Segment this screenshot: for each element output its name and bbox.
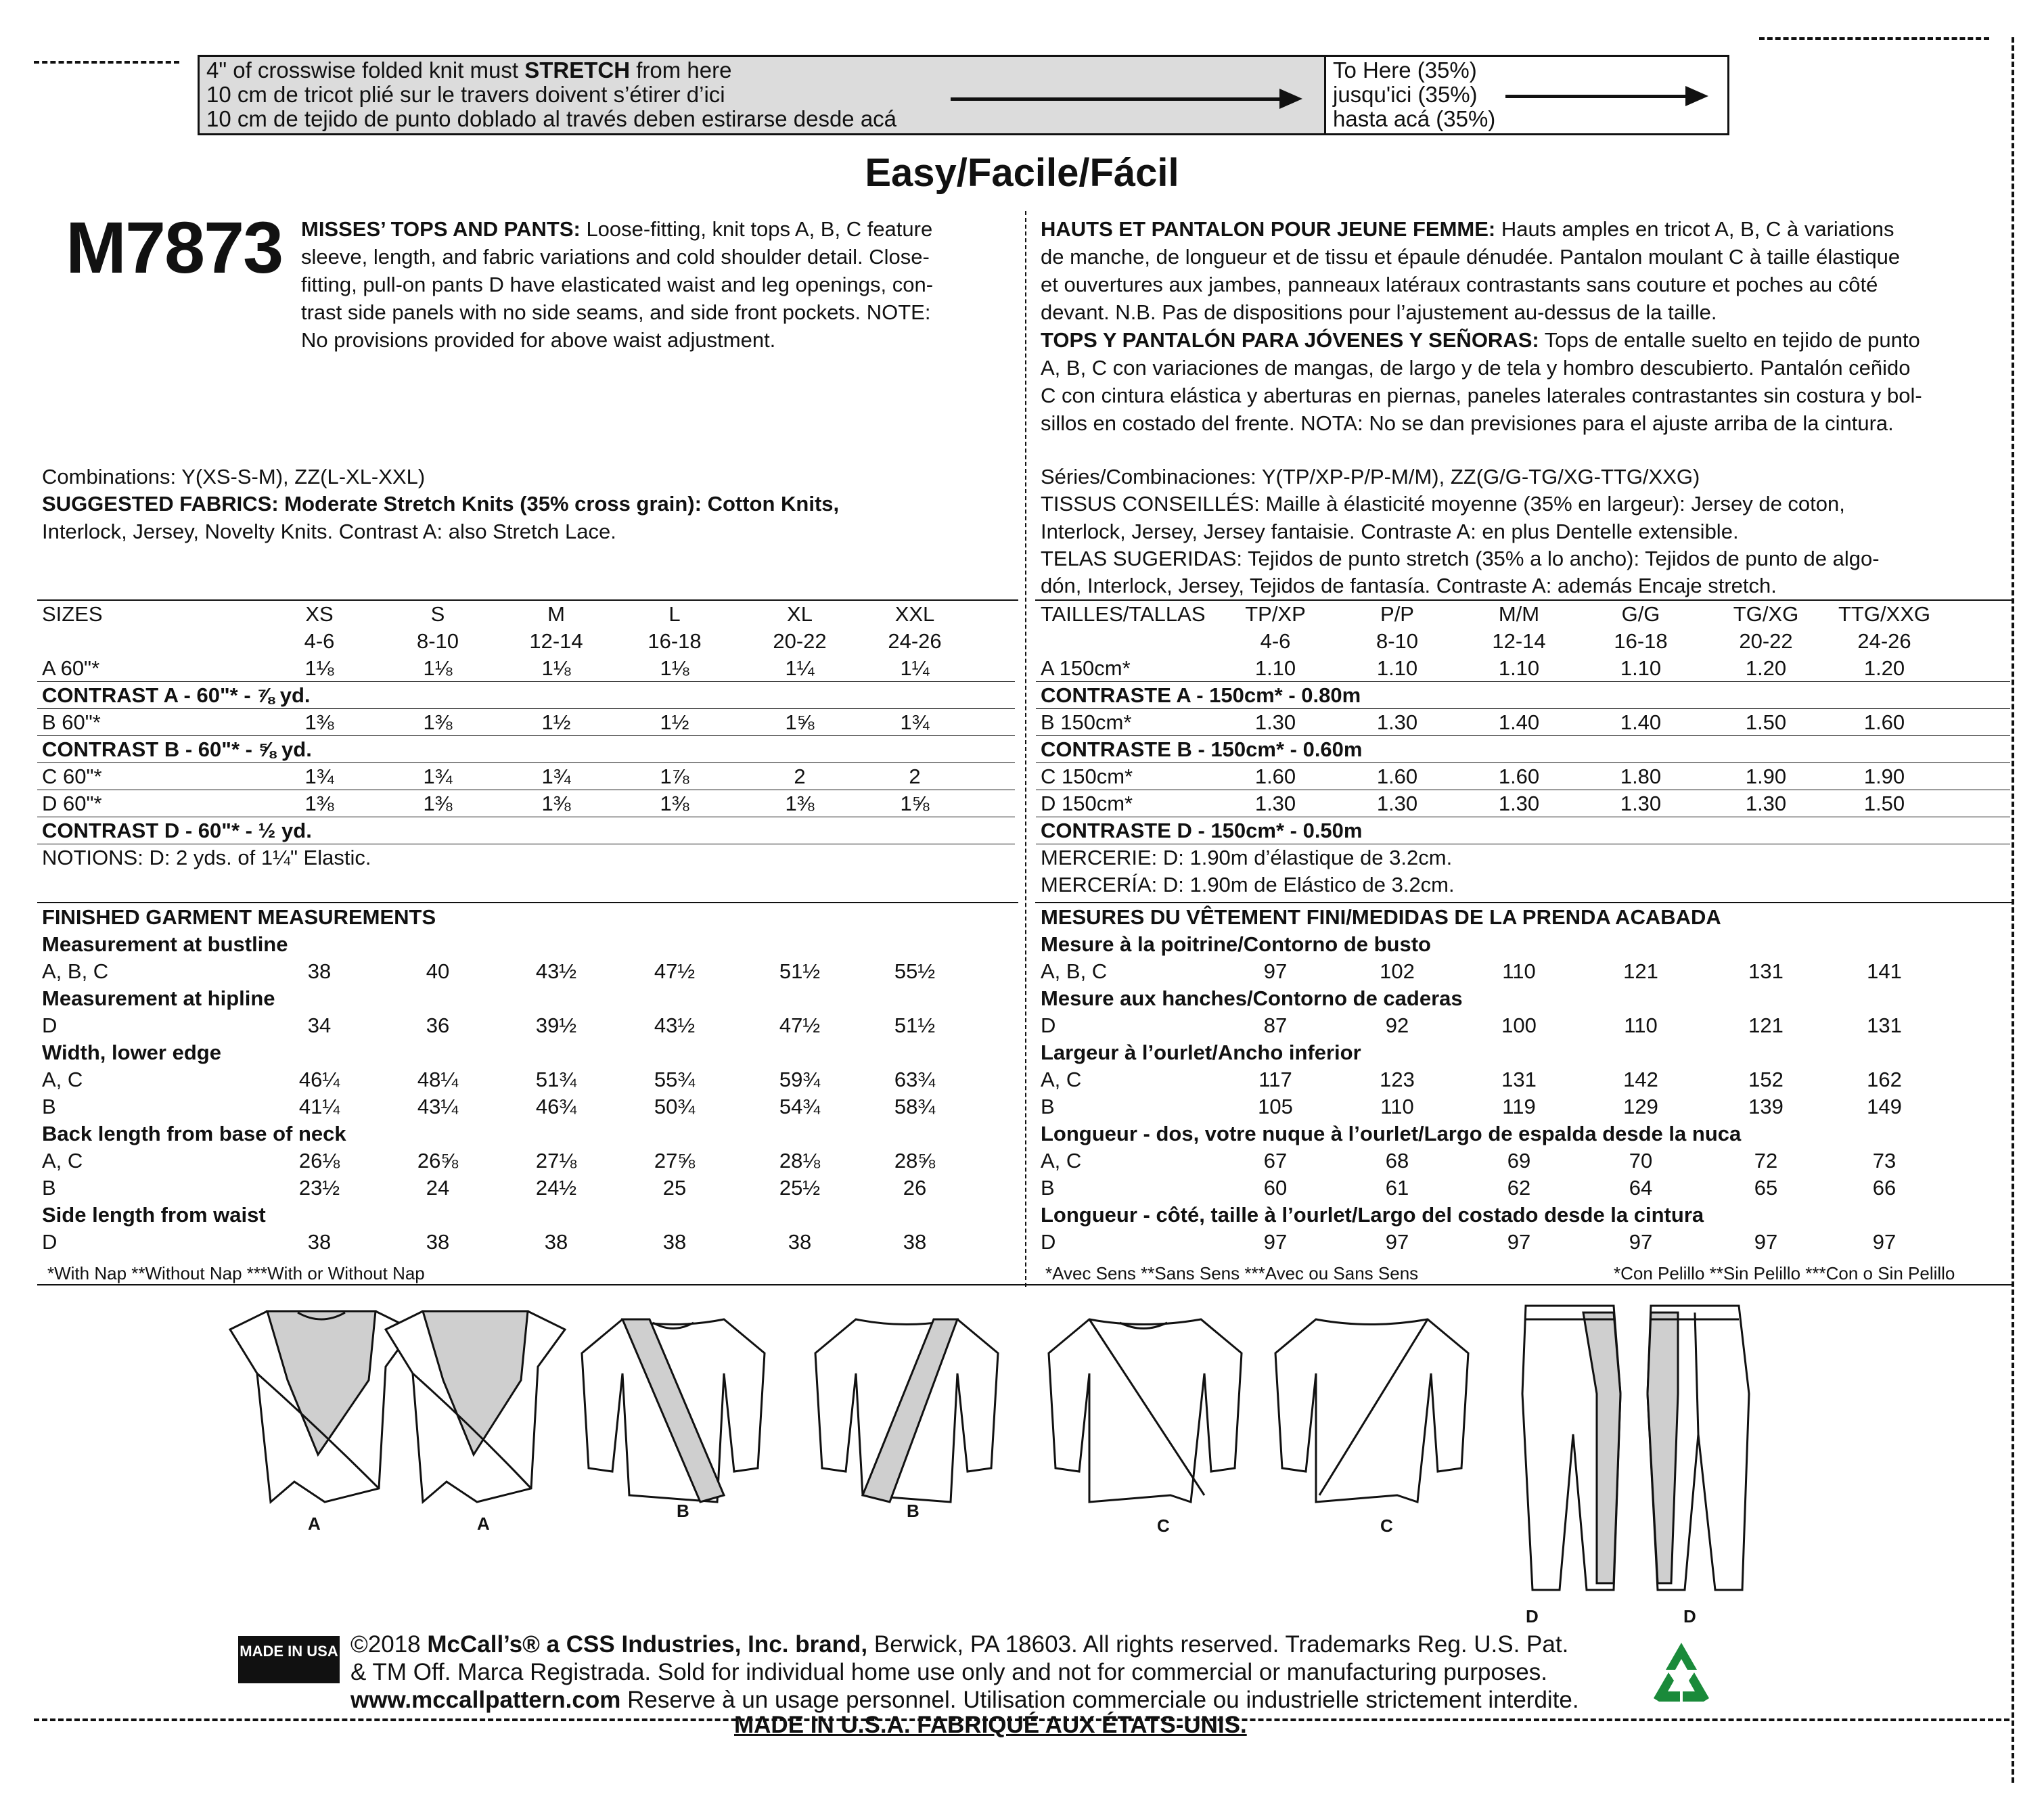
view-c-back-drawing bbox=[1275, 1319, 1468, 1502]
gauge-line-en: 4" of crosswise folded knit must STRETCH from here bbox=[206, 58, 732, 83]
table-cell: 43½ bbox=[535, 959, 577, 983]
table-cell: 100 bbox=[1501, 1014, 1537, 1037]
table-cell: 55½ bbox=[894, 959, 936, 983]
table-cell: 38 bbox=[903, 1230, 927, 1254]
size-number-row bbox=[1041, 628, 2012, 655]
table-cell: 8-10 bbox=[416, 629, 459, 653]
table-cell: 51½ bbox=[779, 959, 821, 983]
table-cell: 28⅛ bbox=[779, 1149, 821, 1172]
table-cell: 2 bbox=[794, 765, 806, 788]
table-cell: 1.50 bbox=[1863, 792, 1905, 815]
table-cell: 1⅝ bbox=[900, 792, 930, 815]
table-cell: 152 bbox=[1748, 1068, 1784, 1091]
measurement-row bbox=[1041, 1147, 2012, 1175]
row-label: C 60"* bbox=[42, 765, 102, 788]
made-in-usa-badge: MADE IN USA bbox=[238, 1636, 340, 1683]
cut-line-top-right bbox=[1759, 37, 1989, 40]
table-cell: 58¾ bbox=[894, 1095, 936, 1118]
table-cell: 1⅛ bbox=[423, 656, 453, 680]
size-header-row bbox=[1041, 601, 2012, 628]
view-d-front-drawing bbox=[1522, 1306, 1620, 1590]
table-cell: 1⅜ bbox=[304, 792, 334, 815]
view-d-back-drawing bbox=[1648, 1306, 1749, 1590]
row-label: D bbox=[1041, 1230, 1056, 1254]
row-label: A 60"* bbox=[42, 656, 100, 680]
table-cell: 72 bbox=[1754, 1149, 1778, 1172]
contrast-row bbox=[42, 817, 1016, 844]
table-cell: 1.10 bbox=[1254, 656, 1296, 680]
measurement-row bbox=[1041, 1012, 2012, 1039]
table-cell: 121 bbox=[1623, 959, 1658, 983]
table-cell: 1⅛ bbox=[660, 656, 689, 680]
table-cell: 1⅜ bbox=[785, 792, 815, 815]
divider bbox=[37, 1284, 2013, 1285]
table-cell: 61 bbox=[1385, 1176, 1409, 1200]
table-cell: 1.30 bbox=[1376, 710, 1418, 734]
view-label-a: A bbox=[477, 1513, 490, 1534]
table-cell: 97 bbox=[1385, 1230, 1409, 1254]
notions: MERCERIE: D: 1.90m d’élastique de 3.2cm. bbox=[1041, 846, 1453, 869]
yardage-row bbox=[1041, 763, 2012, 790]
table-cell: 26⅛ bbox=[298, 1149, 340, 1172]
yardage-row bbox=[42, 763, 1016, 790]
recycle-icon bbox=[1644, 1637, 1719, 1712]
table-cell: 1.30 bbox=[1745, 792, 1787, 815]
measurement-row bbox=[1041, 1175, 2012, 1202]
yardage-row bbox=[42, 655, 1016, 682]
size-header-cell: TP/XP bbox=[1245, 602, 1306, 626]
fabrics-es-line1: TELAS SUGERIDAS: Tejidos de punto stretch (35% a lo ancho): Tejidos de punto de algo- bbox=[1041, 547, 1880, 570]
table-cell: 16-18 bbox=[648, 629, 702, 653]
table-cell: 139 bbox=[1748, 1095, 1784, 1118]
table-cell: 1.60 bbox=[1376, 765, 1418, 788]
table-cell: 20-22 bbox=[1739, 629, 1793, 653]
measurement-row bbox=[42, 1093, 1016, 1120]
table-cell: 40 bbox=[426, 959, 450, 983]
table-cell: 1.90 bbox=[1863, 765, 1905, 788]
row-label: A, B, C bbox=[1041, 959, 1108, 983]
table-cell: 1.10 bbox=[1620, 656, 1662, 680]
table-cell: 8-10 bbox=[1376, 629, 1419, 653]
measurement-row bbox=[42, 1175, 1016, 1202]
arrow-right-icon bbox=[1505, 95, 1688, 98]
table-cell: 51½ bbox=[894, 1014, 936, 1037]
table-cell: 64 bbox=[1629, 1176, 1653, 1200]
table-cell: 1⅜ bbox=[660, 792, 689, 815]
stretch-gauge-from bbox=[200, 57, 1326, 133]
view-label-c: C bbox=[1157, 1516, 1170, 1536]
table-cell: 1.60 bbox=[1254, 765, 1296, 788]
table-cell: 1.20 bbox=[1745, 656, 1787, 680]
table-cell: 149 bbox=[1867, 1095, 1902, 1118]
description-en: MISSES’ TOPS AND PANTS: Loose-fitting, knit tops A, B, C feature sleeve, length, and fabric variations and cold shoulder detail. Close- fitting, pull-on pants D have elasticated waist and leg openings, con- trast side panels with no side seams, and side front pockets. NOTE: No provisions provided for above waist adjustment. bbox=[301, 217, 934, 352]
row-label: TAILLES/TALLAS bbox=[1041, 602, 1206, 626]
gauge-to-en: To Here (35%) bbox=[1333, 58, 1477, 83]
table-cell: 51¾ bbox=[535, 1068, 577, 1091]
table-cell: 1.90 bbox=[1745, 765, 1787, 788]
fabrics-es-line2: dón, Interlock, Jersey, Tejidos de fantasía. Contraste A: además Encaje stretch. bbox=[1041, 574, 1777, 597]
table-cell: 92 bbox=[1385, 1014, 1409, 1037]
contrast-row bbox=[1041, 682, 2012, 709]
table-cell: 65 bbox=[1754, 1176, 1778, 1200]
row-label: A, C bbox=[1041, 1149, 1082, 1172]
table-cell: 121 bbox=[1748, 1014, 1784, 1037]
table-cell: 1.60 bbox=[1498, 765, 1540, 788]
combinations-en: Combinations: Y(XS-S-M), ZZ(L-XL-XXL) bbox=[42, 465, 426, 488]
table-cell: 26⅝ bbox=[417, 1149, 459, 1172]
copyright-notice: ©2018 McCall’s® a CSS Industries, Inc. brand, Berwick, PA 18603. All rights reserved. Trademarks Reg. U.S. Pat. & TM Off. Marca Registrada. Sold for individual home use only and not for commercial or manufacturing purposes. www.mccallpattern.com Reserve à un usage personnel. Utilisation commerciale ou industrielle strictement interdite. bbox=[350, 1631, 1579, 1713]
row-label: D 150cm* bbox=[1041, 792, 1133, 815]
table-cell: 55¾ bbox=[654, 1068, 696, 1091]
row-label: A, C bbox=[42, 1149, 83, 1172]
table-cell: 1½ bbox=[541, 710, 571, 734]
table-cell: 38 bbox=[307, 1230, 332, 1254]
table-cell: 110 bbox=[1380, 1095, 1414, 1118]
measurement-heading: Back length from base of neck bbox=[42, 1122, 346, 1145]
yardage-row bbox=[1041, 790, 2012, 817]
size-header-cell: S bbox=[430, 602, 445, 626]
row-label: SIZES bbox=[42, 602, 103, 626]
table-cell: 54¾ bbox=[779, 1095, 821, 1118]
table-cell: 1¾ bbox=[900, 710, 930, 734]
table-cell: 50¾ bbox=[654, 1095, 696, 1118]
measurement-heading: Measurement at hipline bbox=[42, 986, 275, 1010]
view-label-a: A bbox=[308, 1513, 321, 1534]
table-cell: 105 bbox=[1258, 1095, 1293, 1118]
table-cell: 68 bbox=[1385, 1149, 1409, 1172]
table-cell: 39½ bbox=[535, 1014, 577, 1037]
table-cell: 4-6 bbox=[1260, 629, 1291, 653]
measurement-heading: Longueur - dos, votre nuque à l’ourlet/Largo de espalda desde la nuca bbox=[1041, 1122, 1742, 1145]
table-cell: 1.30 bbox=[1376, 792, 1418, 815]
table-cell: 131 bbox=[1748, 959, 1784, 983]
table-cell: 1¾ bbox=[304, 765, 334, 788]
description-fr: HAUTS ET PANTALON POUR JEUNE FEMME: Hauts amples en tricot A, B, C à variations de manche, de longueur et de tissu et épaule dénudée. Pantalon moulant C à taille élastique et ouvertures aux jambes, panneaux latéraux contrastants sans couture et poches au côté devant. N.B. Pas de dispositions pour l’ajustement au-dessus de la taille. bbox=[1041, 217, 1901, 324]
table-cell: 69 bbox=[1507, 1149, 1531, 1172]
measurement-heading: Mesure aux hanches/Contorno de caderas bbox=[1041, 986, 1463, 1010]
size-header-cell: G/G bbox=[1621, 602, 1660, 626]
table-cell: 141 bbox=[1867, 959, 1902, 983]
yardage-row bbox=[42, 790, 1016, 817]
table-cell: 162 bbox=[1867, 1068, 1902, 1091]
table-cell: 36 bbox=[426, 1014, 450, 1037]
table-cell: 34 bbox=[307, 1014, 332, 1037]
row-label: A, C bbox=[42, 1068, 83, 1091]
gauge-to-fr: jusqu'ici (35%) bbox=[1333, 82, 1478, 107]
contrast-row bbox=[42, 682, 1016, 709]
table-cell: 1.60 bbox=[1863, 710, 1905, 734]
fabrics-fr-line1: TISSUS CONSEILLÉS: Maille à élasticité moyenne (35% en largeur): Jersey de coton, bbox=[1041, 492, 1845, 516]
table-cell: 47½ bbox=[779, 1014, 821, 1037]
table-cell: 87 bbox=[1263, 1014, 1288, 1037]
table-cell: 97 bbox=[1263, 959, 1288, 983]
table-cell: 4-6 bbox=[304, 629, 335, 653]
table-cell: 1⅜ bbox=[541, 792, 571, 815]
table-cell: 1⅛ bbox=[541, 656, 571, 680]
row-label: D bbox=[1041, 1014, 1056, 1037]
table-cell: 1.30 bbox=[1498, 792, 1540, 815]
size-header-cell: TG/XG bbox=[1733, 602, 1799, 626]
table-cell: 97 bbox=[1507, 1230, 1531, 1254]
table-cell: 2 bbox=[909, 765, 921, 788]
yardage-row bbox=[1041, 709, 2012, 736]
table-cell: 67 bbox=[1263, 1149, 1288, 1172]
table-cell: 47½ bbox=[654, 959, 696, 983]
nap-note-es: *Con Pelillo **Sin Pelillo ***Con o Sin Pelillo bbox=[1614, 1263, 1955, 1283]
view-label-b: B bbox=[677, 1501, 689, 1521]
table-cell: 59¾ bbox=[779, 1068, 821, 1091]
view-b-back-drawing bbox=[815, 1319, 998, 1502]
row-label: B bbox=[1041, 1095, 1055, 1118]
row-label: D bbox=[42, 1230, 58, 1254]
table-cell: 1.20 bbox=[1863, 656, 1905, 680]
table-cell: 12-14 bbox=[1492, 629, 1546, 653]
size-header-cell: P/P bbox=[1380, 602, 1414, 626]
nap-note-fr: *Avec Sens **Sans Sens ***Avec ou Sans Sens bbox=[1045, 1263, 1419, 1283]
size-header-cell: M/M bbox=[1498, 602, 1540, 626]
table-cell: 1.30 bbox=[1254, 710, 1296, 734]
table-cell: 48¼ bbox=[417, 1068, 459, 1091]
table-cell: 70 bbox=[1629, 1149, 1653, 1172]
contrast-row bbox=[42, 736, 1016, 763]
table-cell: 26 bbox=[903, 1176, 927, 1200]
combinations-fr-es: Séries/Combinaciones: Y(TP/XP-P/P-M/M), ZZ(G/G-TG/XG-TTG/XXG) bbox=[1041, 465, 1700, 488]
table-cell: 38 bbox=[544, 1230, 568, 1254]
row-label: D 60"* bbox=[42, 792, 102, 815]
measurement-row bbox=[1041, 1229, 2012, 1256]
row-label: A 150cm* bbox=[1041, 656, 1131, 680]
gauge-line-es: 10 cm de tejido de punto doblado al través deben estirarse desde acá bbox=[206, 106, 897, 131]
measurement-heading: Measurement at bustline bbox=[42, 932, 288, 956]
row-label: B bbox=[42, 1095, 56, 1118]
difficulty-label: Easy/Facile/Fácil bbox=[865, 151, 1179, 195]
view-a-back-drawing bbox=[386, 1311, 565, 1502]
row-label: CONTRAST A - 60"* - ⅞ yd. bbox=[42, 683, 311, 707]
measurement-heading: Largeur à l’ourlet/Ancho inferior bbox=[1041, 1041, 1361, 1064]
view-b-front-drawing bbox=[582, 1319, 765, 1502]
table-cell: 1⅜ bbox=[304, 710, 334, 734]
row-label: B bbox=[42, 1176, 56, 1200]
table-cell: 73 bbox=[1872, 1149, 1897, 1172]
arrow-right-icon bbox=[951, 97, 1282, 101]
row-label: B 150cm* bbox=[1041, 710, 1132, 734]
table-cell: 12-14 bbox=[529, 629, 583, 653]
measurement-row bbox=[1041, 1066, 2012, 1093]
measurement-row bbox=[42, 958, 1016, 985]
made-in-usa-text: MADE IN U.S.A. FABRIQUÉ AUX ÉTATS-UNIS. bbox=[734, 1712, 1247, 1738]
table-cell: 66 bbox=[1872, 1176, 1897, 1200]
measurement-row bbox=[42, 1147, 1016, 1175]
table-cell: 43¼ bbox=[417, 1095, 459, 1118]
table-cell: 25 bbox=[662, 1176, 687, 1200]
table-cell: 110 bbox=[1502, 959, 1536, 983]
fabrics-en-line2: Interlock, Jersey, Novelty Knits. Contrast A: also Stretch Lace. bbox=[42, 520, 616, 543]
row-label: CONTRASTE A - 150cm* - 0.80m bbox=[1041, 683, 1361, 707]
divider bbox=[37, 902, 1018, 903]
table-cell: 131 bbox=[1501, 1068, 1537, 1091]
measurement-row bbox=[42, 1066, 1016, 1093]
yardage-row bbox=[42, 709, 1016, 736]
yardage-row bbox=[1041, 655, 2012, 682]
notions: NOTIONS: D: 2 yds. of 1¼" Elastic. bbox=[42, 846, 371, 869]
table-cell: 97 bbox=[1872, 1230, 1897, 1254]
table-cell: 24-26 bbox=[888, 629, 942, 653]
cut-line-top bbox=[34, 61, 179, 64]
table-cell: 23½ bbox=[298, 1176, 340, 1200]
gauge-to-es: hasta acá (35%) bbox=[1333, 106, 1496, 131]
table-cell: 62 bbox=[1507, 1176, 1531, 1200]
divider bbox=[1035, 902, 2013, 903]
table-cell: 129 bbox=[1623, 1095, 1658, 1118]
finished-measurements-title: MESURES DU VÊTEMENT FINI/MEDIDAS DE LA PRENDA ACABADA bbox=[1041, 905, 1721, 929]
row-label: C 150cm* bbox=[1041, 765, 1133, 788]
measurement-row bbox=[1041, 1093, 2012, 1120]
row-label: B bbox=[1041, 1176, 1055, 1200]
row-label: D bbox=[42, 1014, 58, 1037]
table-cell: 1.50 bbox=[1745, 710, 1787, 734]
contrast-row bbox=[1041, 817, 2012, 844]
gauge-line-fr: 10 cm de tricot plié sur le travers doivent s’étirer d’ici bbox=[206, 82, 725, 107]
table-cell: 43½ bbox=[654, 1014, 696, 1037]
measurement-row bbox=[1041, 958, 2012, 985]
pattern-number: M7873 bbox=[66, 206, 283, 288]
size-header-cell: M bbox=[547, 602, 565, 626]
fabrics-fr-line2: Interlock, Jersey, Jersey fantaisie. Contraste A: en plus Dentelle extensible. bbox=[1041, 520, 1739, 543]
measurement-heading: Mesure à la poitrine/Contorno de busto bbox=[1041, 932, 1431, 956]
table-cell: 41¼ bbox=[298, 1095, 340, 1118]
table-cell: 1.10 bbox=[1498, 656, 1540, 680]
size-header-cell: TTG/XXG bbox=[1838, 602, 1931, 626]
table-cell: 123 bbox=[1380, 1068, 1415, 1091]
view-label-c: C bbox=[1380, 1516, 1393, 1536]
row-label: A, B, C bbox=[42, 959, 109, 983]
row-label: A, C bbox=[1041, 1068, 1082, 1091]
technical-drawings bbox=[0, 1299, 2044, 1617]
view-label-d: D bbox=[1683, 1606, 1696, 1626]
view-label-b: B bbox=[907, 1501, 919, 1521]
size-header-cell: L bbox=[668, 602, 681, 626]
measurement-row bbox=[42, 1229, 1016, 1256]
nap-note-en: *With Nap **Without Nap ***With or Without Nap bbox=[47, 1263, 425, 1283]
row-label: B 60"* bbox=[42, 710, 101, 734]
table-cell: 25½ bbox=[779, 1176, 821, 1200]
table-cell: 1.40 bbox=[1498, 710, 1540, 734]
table-cell: 97 bbox=[1263, 1230, 1288, 1254]
table-cell: 1⅛ bbox=[304, 656, 334, 680]
table-cell: 1⅝ bbox=[785, 710, 815, 734]
table-cell: 46¼ bbox=[298, 1068, 340, 1091]
table-cell: 1.30 bbox=[1254, 792, 1296, 815]
stretch-gauge bbox=[198, 55, 1729, 135]
table-cell: 1½ bbox=[660, 710, 689, 734]
size-header-cell: XXL bbox=[894, 602, 935, 626]
table-cell: 1¾ bbox=[423, 765, 453, 788]
measurement-row bbox=[42, 1012, 1016, 1039]
table-cell: 24 bbox=[426, 1176, 450, 1200]
table-cell: 38 bbox=[426, 1230, 450, 1254]
row-label: CONTRASTE D - 150cm* - 0.50m bbox=[1041, 819, 1363, 842]
table-cell: 16-18 bbox=[1614, 629, 1668, 653]
table-cell: 142 bbox=[1623, 1068, 1658, 1091]
row-label: CONTRAST D - 60"* - ½ yd. bbox=[42, 819, 312, 842]
table-cell: 110 bbox=[1624, 1014, 1658, 1037]
size-header-row bbox=[42, 601, 1016, 628]
table-cell: 97 bbox=[1754, 1230, 1778, 1254]
table-cell: 1.40 bbox=[1620, 710, 1662, 734]
measurement-heading: Width, lower edge bbox=[42, 1041, 221, 1064]
table-cell: 1⅜ bbox=[423, 710, 453, 734]
table-cell: 28⅝ bbox=[894, 1149, 936, 1172]
table-cell: 1¼ bbox=[900, 656, 930, 680]
view-a-front-drawing bbox=[230, 1311, 413, 1502]
size-number-row bbox=[42, 628, 1016, 655]
table-cell: 119 bbox=[1502, 1095, 1536, 1118]
table-cell: 60 bbox=[1263, 1176, 1288, 1200]
fabrics-en-line1: SUGGESTED FABRICS: Moderate Stretch Knits (35% cross grain): Cotton Knits, bbox=[42, 492, 840, 516]
table-cell: 27⅝ bbox=[654, 1149, 696, 1172]
table-cell: 1⅜ bbox=[423, 792, 453, 815]
view-label-d: D bbox=[1526, 1606, 1539, 1626]
table-cell: 1¾ bbox=[541, 765, 571, 788]
size-header-cell: XS bbox=[305, 602, 334, 626]
table-cell: 38 bbox=[662, 1230, 687, 1254]
column-divider bbox=[1025, 211, 1026, 1287]
table-cell: 97 bbox=[1629, 1230, 1653, 1254]
table-cell: 46¾ bbox=[535, 1095, 577, 1118]
table-cell: 102 bbox=[1380, 959, 1415, 983]
table-cell: 1.30 bbox=[1620, 792, 1662, 815]
notions: MERCERÍA: D: 1.90m de Elástico de 3.2cm. bbox=[1041, 873, 1455, 896]
table-cell: 20-22 bbox=[773, 629, 827, 653]
table-cell: 1.10 bbox=[1376, 656, 1418, 680]
table-cell: 27⅛ bbox=[535, 1149, 577, 1172]
row-label: CONTRAST B - 60"* - ⅝ yd. bbox=[42, 737, 312, 761]
size-header-cell: XL bbox=[787, 602, 813, 626]
table-cell: 24½ bbox=[535, 1176, 577, 1200]
table-cell: 117 bbox=[1258, 1068, 1292, 1091]
row-label: CONTRASTE B - 150cm* - 0.60m bbox=[1041, 737, 1363, 761]
finished-measurements-title: FINISHED GARMENT MEASUREMENTS bbox=[42, 905, 436, 929]
measurement-heading: Side length from waist bbox=[42, 1203, 266, 1227]
table-cell: 24-26 bbox=[1857, 629, 1911, 653]
view-c-front-drawing bbox=[1049, 1319, 1242, 1502]
table-cell: 1.80 bbox=[1620, 765, 1662, 788]
table-cell: 1⅞ bbox=[660, 765, 689, 788]
table-cell: 63¾ bbox=[894, 1068, 936, 1091]
contrast-row bbox=[1041, 736, 2012, 763]
table-cell: 38 bbox=[307, 959, 332, 983]
stretch-gauge-to bbox=[1326, 57, 1727, 133]
table-cell: 1¼ bbox=[785, 656, 815, 680]
measurement-heading: Longueur - côté, taille à l’ourlet/Largo del costado desde la cintura bbox=[1041, 1203, 1704, 1227]
table-cell: 38 bbox=[788, 1230, 812, 1254]
table-cell: 131 bbox=[1867, 1014, 1902, 1037]
description-es: TOPS Y PANTALÓN PARA JÓVENES Y SEÑORAS: Tops de entalle suelto en tejido de punto A, B, C con variaciones de mangas, de largo y de tela y hombro descubierto. Pantalón ceñido C con cintura elástica y aberturas en piernas, paneles laterales contrastantes sin costura y bol- sillos en costado del frente. NOTA: No se dan previsiones para el ajuste arriba de la cintura. bbox=[1041, 328, 1922, 435]
